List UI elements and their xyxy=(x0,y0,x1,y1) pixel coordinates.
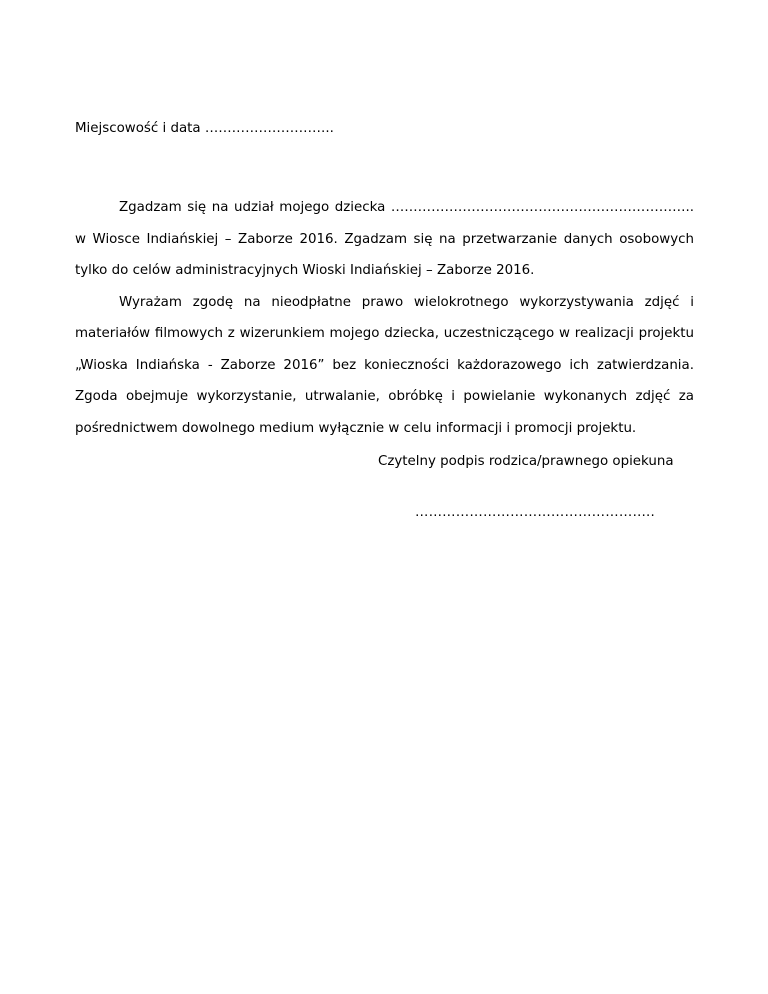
signature-line: …………………………………………….. xyxy=(415,505,655,520)
consent-body xyxy=(75,192,694,444)
consent-paragraph-participation: Zgadzam się na udział mojego dziecka ………………………………………………………….. w Wiosce Indiańskiej – Zaborze 2016. Zgadzam się na przetwarzanie danych osobowych tylko do celów administracyjnych Wioski Indiańskiej – Zaborze 2016. xyxy=(75,200,694,278)
consent-paragraph-image-rights: Wyrażam zgodę na nieodpłatne prawo wielokrotnego wykorzystywania zdjęć i materiałów filmowych z wizerunkiem mojego dziecka, uczestniczącego w realizacji projektu „Wioska Indiańska - Zaborze 2016” bez konieczności każdorazowego ich zatwierdzania. Zgoda obejmuje wykorzystanie, utrwalanie, obróbkę i powielanie wykonanych zdjęć za pośrednictwem dowolnego medium wyłącznie w celu informacji i promocji projektu. xyxy=(75,294,694,436)
place-and-date-line: Miejscowość i data ……………………….. xyxy=(75,121,334,136)
signature-label: Czytelny podpis rodzica/prawnego opiekuna xyxy=(378,454,674,469)
